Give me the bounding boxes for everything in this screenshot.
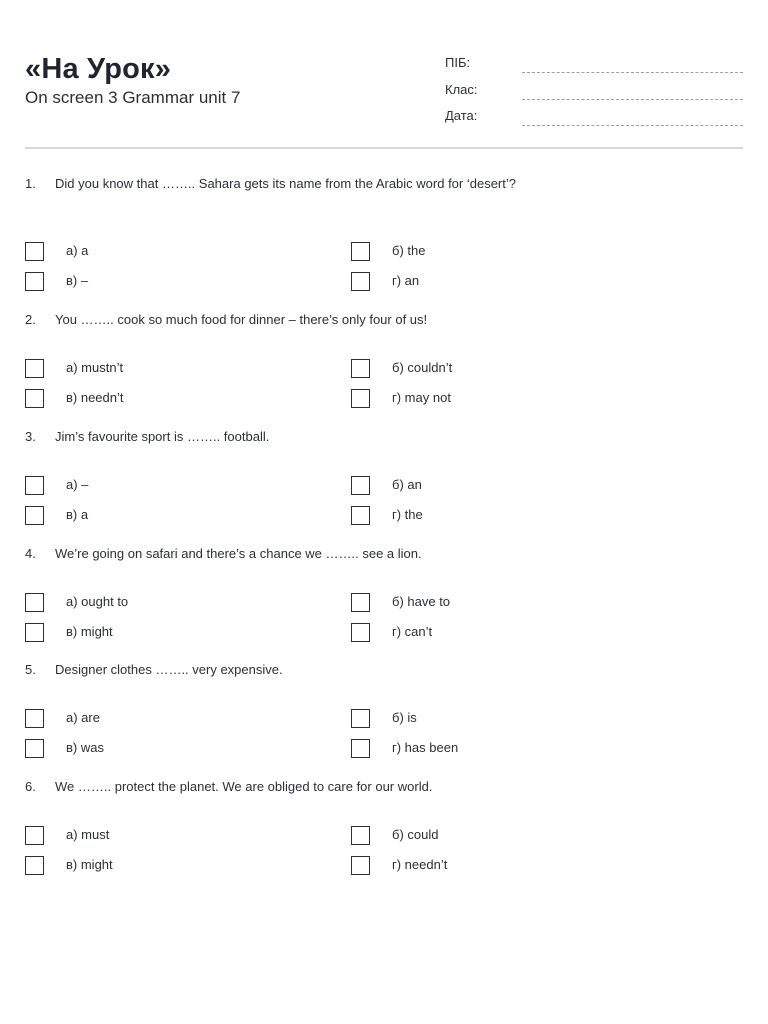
question-text bbox=[25, 546, 422, 561]
checkbox[interactable] bbox=[25, 506, 44, 525]
option-label: а) ought to bbox=[66, 594, 129, 609]
checkbox[interactable] bbox=[351, 389, 370, 408]
question-text bbox=[25, 779, 432, 794]
option-label: а) – bbox=[66, 477, 89, 492]
checkbox[interactable] bbox=[351, 856, 370, 875]
option-label: в) was bbox=[66, 740, 104, 755]
option-label: б) the bbox=[392, 243, 426, 258]
option-label: г) needn’t bbox=[392, 857, 448, 872]
checkbox[interactable] bbox=[25, 623, 44, 642]
checkbox[interactable] bbox=[351, 593, 370, 612]
date-field-line[interactable] bbox=[522, 125, 743, 126]
question-number: 4. bbox=[25, 546, 36, 561]
checkbox[interactable] bbox=[351, 272, 370, 291]
checkbox[interactable] bbox=[351, 709, 370, 728]
question-prompt: You …….. cook so much food for dinner – there’s only four of us! bbox=[55, 312, 428, 327]
option-label: в) might bbox=[66, 857, 113, 872]
question-number: 5. bbox=[25, 662, 36, 677]
option-label: г) the bbox=[392, 507, 423, 522]
checkbox[interactable] bbox=[351, 623, 370, 642]
question-prompt: Jim’s favourite sport is …….. football. bbox=[55, 429, 270, 444]
question-text bbox=[25, 312, 427, 327]
option-label: в) a bbox=[66, 507, 89, 522]
question-text bbox=[25, 176, 516, 191]
checkbox[interactable] bbox=[25, 272, 44, 291]
option-label: а) must bbox=[66, 827, 110, 842]
name-field-line[interactable] bbox=[522, 72, 743, 73]
question-text bbox=[25, 429, 269, 444]
checkbox[interactable] bbox=[25, 709, 44, 728]
checkbox[interactable] bbox=[25, 593, 44, 612]
header-divider bbox=[25, 147, 743, 149]
option-label: б) couldn’t bbox=[392, 360, 453, 375]
question-number: 6. bbox=[25, 779, 36, 794]
question-number: 3. bbox=[25, 429, 36, 444]
checkbox[interactable] bbox=[25, 826, 44, 845]
option-label: г) an bbox=[392, 273, 420, 288]
option-label: в) needn’t bbox=[66, 390, 124, 405]
checkbox[interactable] bbox=[351, 506, 370, 525]
checkbox[interactable] bbox=[25, 242, 44, 261]
question-prompt: We’re going on safari and there’s a chance we …….. see a lion. bbox=[55, 546, 422, 561]
checkbox[interactable] bbox=[25, 476, 44, 495]
question-number: 1. bbox=[25, 176, 36, 191]
checkbox[interactable] bbox=[25, 389, 44, 408]
checkbox[interactable] bbox=[351, 242, 370, 261]
option-label: б) have to bbox=[392, 594, 451, 609]
name-field-label: ПІБ: bbox=[445, 55, 471, 70]
option-label: а) mustn’t bbox=[66, 360, 124, 375]
option-label: а) a bbox=[66, 243, 89, 258]
date-field-label: Дата: bbox=[445, 108, 478, 123]
checkbox[interactable] bbox=[25, 856, 44, 875]
option-label: в) – bbox=[66, 273, 89, 288]
class-field-label: Клас: bbox=[445, 82, 478, 97]
question-prompt: We …….. protect the planet. We are obliged to care for our world. bbox=[55, 779, 433, 794]
checkbox[interactable] bbox=[25, 359, 44, 378]
option-label: б) an bbox=[392, 477, 422, 492]
checkbox[interactable] bbox=[351, 476, 370, 495]
option-label: г) can’t bbox=[392, 624, 433, 639]
question-prompt: Designer clothes …….. very expensive. bbox=[55, 662, 283, 677]
worksheet-subtitle: On screen 3 Grammar unit 7 bbox=[25, 88, 241, 107]
question-prompt: Did you know that …….. Sahara gets its name from the Arabic word for ‘desert’? bbox=[55, 176, 516, 191]
question-text bbox=[25, 662, 283, 677]
checkbox[interactable] bbox=[25, 739, 44, 758]
option-label: г) may not bbox=[392, 390, 451, 405]
option-label: а) are bbox=[66, 710, 100, 725]
question-number: 2. bbox=[25, 312, 36, 327]
checkbox[interactable] bbox=[351, 359, 370, 378]
option-label: б) could bbox=[392, 827, 439, 842]
checkbox[interactable] bbox=[351, 826, 370, 845]
class-field-line[interactable] bbox=[522, 99, 743, 100]
checkbox[interactable] bbox=[351, 739, 370, 758]
option-label: в) might bbox=[66, 624, 113, 639]
option-label: г) has been bbox=[392, 740, 459, 755]
option-label: б) is bbox=[392, 710, 417, 725]
brand-title: «На Урок» bbox=[25, 53, 172, 85]
